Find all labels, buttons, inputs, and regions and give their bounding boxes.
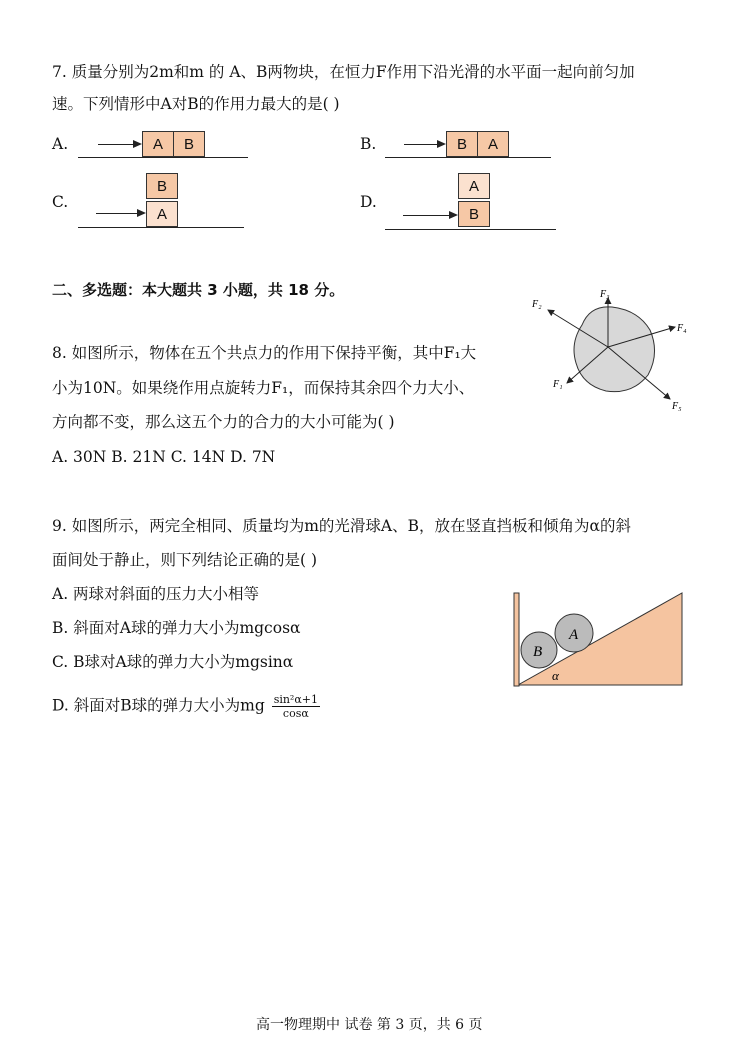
- force-f2-label: F₂: [532, 299, 542, 310]
- q7-option-c-label: C.: [52, 193, 69, 211]
- block-b-left: B: [446, 131, 478, 157]
- q9-option-d-fraction: [272, 693, 320, 720]
- q7-line2: 速。下列情形中A对B的作用力最大的是( ): [52, 95, 340, 113]
- q8-options: A. 30N B. 21N C. 14N D. 7N: [52, 448, 276, 466]
- block-a-left: A: [142, 131, 174, 157]
- ground-line-a: [78, 157, 248, 158]
- force-arrow-c: [96, 213, 144, 214]
- five-forces-figure: [520, 285, 710, 415]
- q9-option-d: [52, 693, 320, 720]
- q9-option-b: B. 斜面对A球的弹力大小为mgcosα: [52, 619, 301, 637]
- ball-b-label: B: [533, 644, 543, 660]
- fraction-numerator: sin²α+1: [273, 693, 318, 706]
- vertical-baffle: [514, 593, 519, 686]
- force-f4-label: F₄: [677, 323, 687, 334]
- q7-line1: 7. 质量分别为2m和m 的 A、B两物块，在恒力F作用下沿光滑的水平面一起向前匀加: [52, 63, 635, 81]
- q9-option-c: C. B球对A球的弹力大小为mgsinα: [52, 653, 294, 671]
- ball-a-label: A: [569, 627, 579, 643]
- angle-label: α: [552, 668, 559, 683]
- force-arrow-d: [403, 215, 456, 216]
- q9-option-a: A. 两球对斜面的压力大小相等: [52, 585, 260, 603]
- ground-line-c: [78, 227, 244, 228]
- q9-option-d-prefix: D. 斜面对B球的弹力大小为mg: [52, 696, 265, 715]
- force-arrow-a: [98, 144, 140, 145]
- q7-option-b-label: B.: [360, 135, 377, 153]
- incline-figure: [508, 588, 688, 690]
- q7-option-d-label: D.: [360, 193, 377, 211]
- ground-line-d: [385, 229, 556, 230]
- block-c-top: B: [146, 173, 178, 199]
- block-d-top: A: [458, 173, 490, 199]
- fraction-denominator: cosα: [282, 707, 309, 720]
- q9-line2: 面间处于静止，则下列结论正确的是( ): [52, 551, 318, 569]
- force-f5-label: F₅: [672, 401, 682, 412]
- object-disc: [574, 307, 655, 392]
- q8-line3: 方向都不变，那么这五个力的合力的大小可能为( ): [52, 413, 395, 431]
- block-d-bottom: B: [458, 201, 490, 227]
- q9-line1: 9. 如图所示，两完全相同、质量均为m的光滑球A、B，放在竖直挡板和倾角为α的斜: [52, 517, 631, 535]
- block-a-right: B: [173, 131, 205, 157]
- q8-line1: 8. 如图所示，物体在五个共点力的作用下保持平衡，其中F₁大: [52, 344, 477, 362]
- force-f1-label: F₁: [553, 379, 563, 390]
- section-heading: 二、多选题：本大题共 3 小题，共 18 分。: [52, 281, 345, 299]
- block-c-bottom: A: [146, 201, 178, 227]
- q7-option-a-label: A.: [52, 135, 69, 153]
- q8-line2: 小为10N。如果绕作用点旋转力F₁，而保持其余四个力大小、: [52, 379, 475, 397]
- block-b-right: A: [477, 131, 509, 157]
- force-arrow-b: [404, 144, 444, 145]
- ground-line-b: [385, 157, 551, 158]
- force-f3-label: F₃: [600, 289, 610, 300]
- page-footer: 高一物理期中 试卷 第 3 页，共 6 页: [256, 1017, 483, 1033]
